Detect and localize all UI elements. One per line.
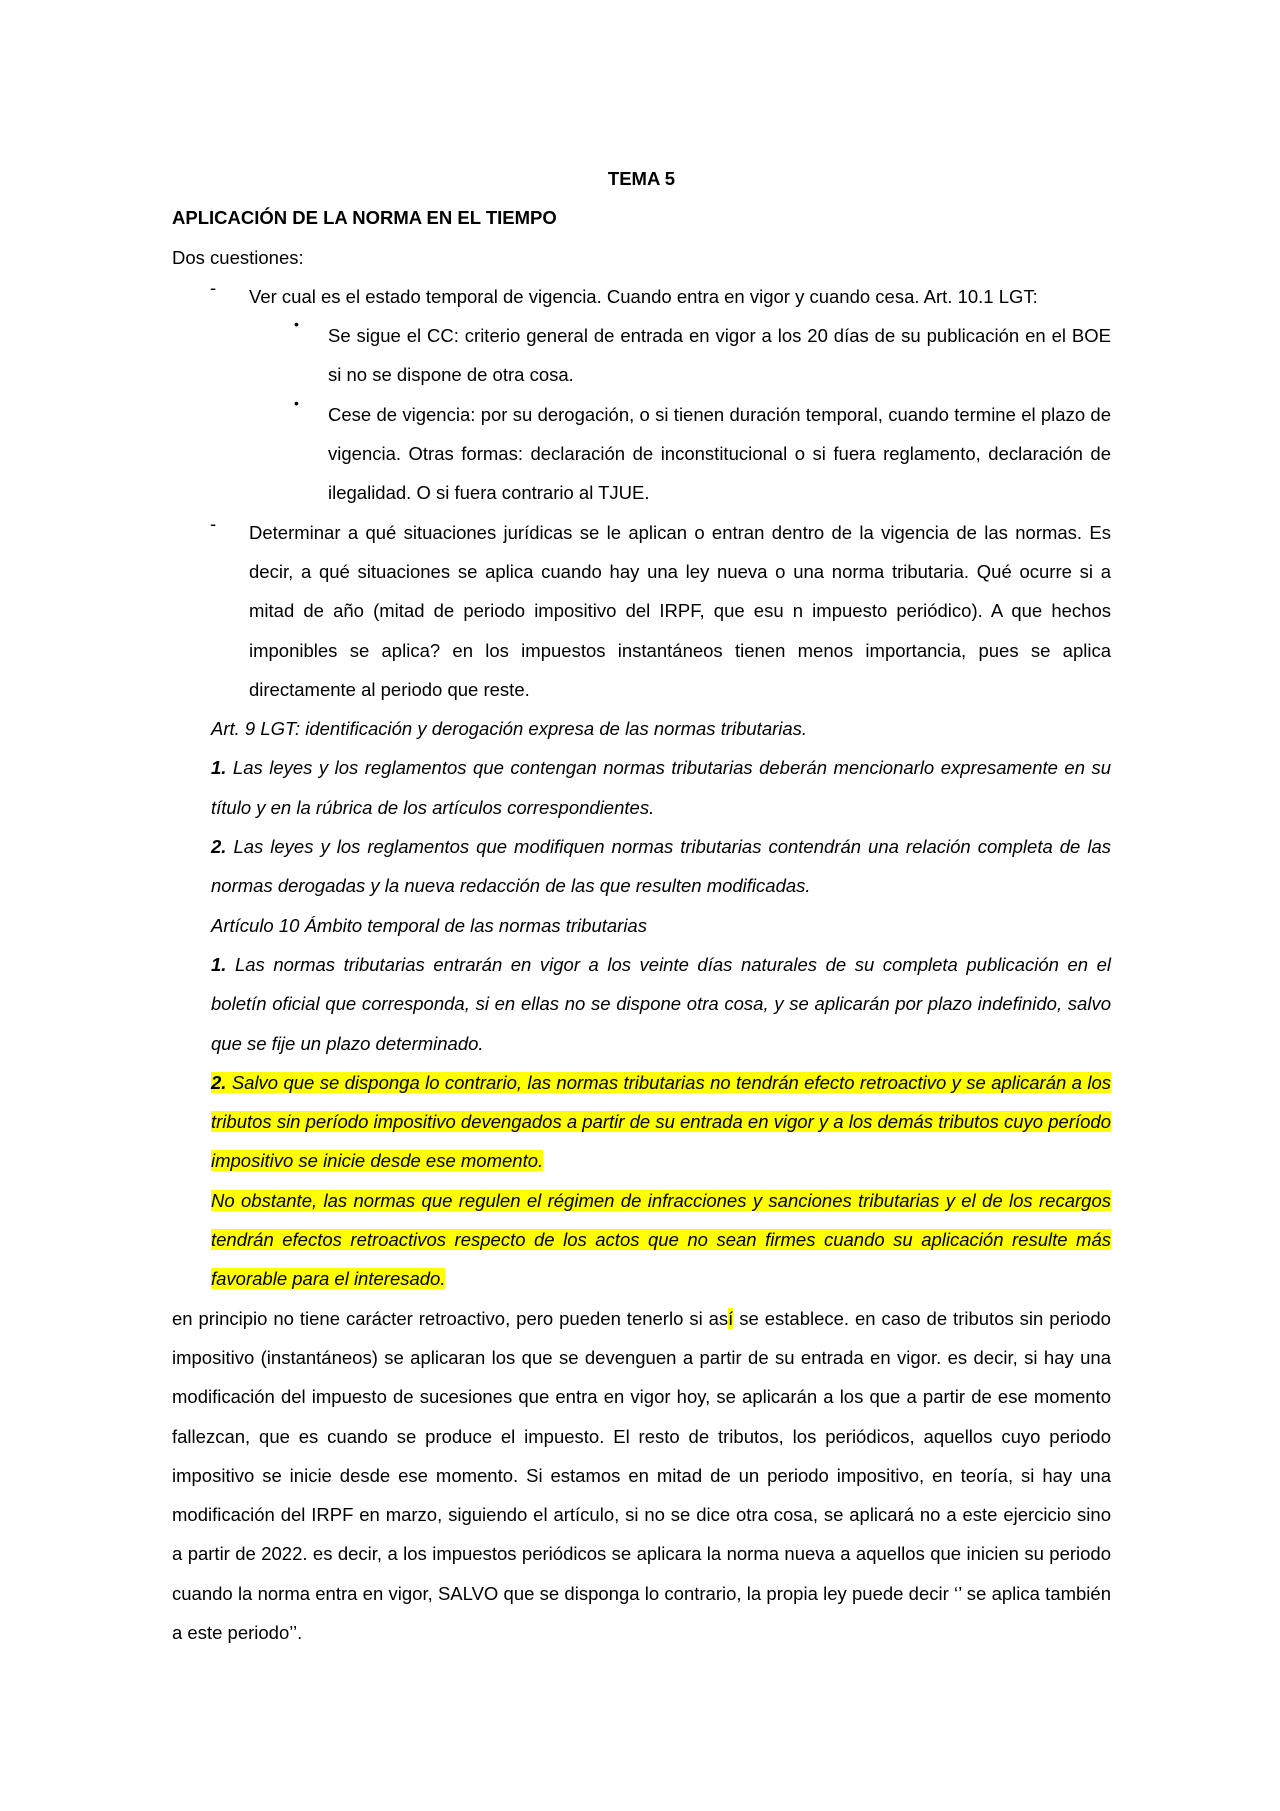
list-item-text: Ver cual es el estado temporal de vigencia. Cuando entra en vigor y cuando cesa. Art. 10.1 LGT: [249,285,1038,307]
bullet-marker: • [294,316,299,333]
article-10-paragraph-2-highlighted: 2. Salvo que se disponga lo contrario, las normas tributarias no tendrán efecto retroactivo y se aplicarán a los tributos sin período impositivo devengados a partir de su entrada en vigor y a los demás tributos cuyo período impositivo se inicie desde ese momento. [211,1071,1111,1172]
article-9-paragraph-1: 1. Las leyes y los reglamentos que contengan normas tributarias deberán mencionarlo expresamente en su título y en la rúbrica de los artículos correspondientes. [211,757,1111,818]
bullet-text: Se sigue el CC: criterio general de entrada en vigor a los 20 días de su publicación en el BOE si no se dispone de otra cosa. [328,325,1111,386]
section-heading: APLICACIÓN DE LA NORMA EN EL TIEMPO [172,207,557,229]
dash-marker: - [210,276,217,298]
article-10-paragraph-1: 1. Las normas tributarias entrarán en vigor a los veinte días naturales de su completa publicación en el boletín oficial que corresponda, si en ellas no se dispone otra cosa, y se aplicarán por plazo indefinido, salvo que se fije un plazo determinado. [211,953,1111,1054]
closing-paragraph: en principio no tiene carácter retroactivo, pero pueden tenerlo si así se establece. en caso de tributos sin periodo impositivo (instantáneos) se aplicaran los que se devenguen a partir de su entrada en vigor. es decir, si hay una modificación del impuesto de sucesiones que entra en vigor hoy, se aplicarán a los que a partir de ese momento fallezcan, que es cuando se produce el impuesto. El resto de tributos, los periódicos, aquellos cuyo periodo impositivo se inicie desde ese momento. Si estamos en mitad de un periodo impositivo, en teoría, si hay una modificación del IRPF en marzo, siguiendo el artículo, si no se dice otra cosa, se aplicará no a este ejercicio sino a partir de 2022. es decir, a los impuestos periódicos se aplicara la norma nueva a aquellos que inicien su periodo cuando la norma entra en vigor, SALVO que se disponga lo contrario, la propia ley puede decir ‘’ se aplica también a este periodo’’. [172,1307,1111,1643]
document-body [172,159,1111,1652]
bullet-item-cese [294,394,1111,513]
list-item-situaciones [210,512,1111,709]
dash-marker: - [210,512,217,534]
article-9-heading: Art. 9 LGT: identificación y derogación expresa de las normas tributarias. [211,718,808,740]
article-9-block [211,709,1111,905]
list-item-vigencia [210,276,1111,316]
intro-text: Dos cuestiones: [172,246,304,268]
bullet-marker: • [294,394,299,411]
list-item-text: Determinar a qué situaciones jurídicas se le aplican o entran dentro de la vigencia de las normas. Es decir, a qué situaciones se aplica cuando hay una ley nueva o una norma tributaria. Qué ocurre si a mitad de año (mitad de periodo impositivo del IRPF, que esu n impuesto periódico). A que hechos imponibles se aplica? en los impuestos instantáneos tienen menos importancia, pues se aplica directamente al periodo que reste. [249,521,1111,700]
document-title: TEMA 5 [607,168,676,189]
article-10-block [211,906,1111,1299]
highlighted-character: í [728,1307,734,1329]
article-10-heading: Artículo 10 Ámbito temporal de las normas tributarias [211,914,647,936]
bullet-text: Cese de vigencia: por su derogación, o si tienen duración temporal, cuando termine el plazo de vigencia. Otras formas: declaración de inconstitucional o si fuera reglamento, declaración de ilegalidad. O si fuera contrario al TJUE. [328,403,1111,504]
bullet-item-entrada [294,316,1111,395]
article-9-paragraph-2: 2. Las leyes y los reglamentos que modifiquen normas tributarias contendrán una relación completa de las normas derogadas y la nueva redacción de las que resulten modificadas. [211,836,1111,897]
article-10-paragraph-3-highlighted: No obstante, las normas que regulen el régimen de infracciones y sanciones tributarias y el de los recargos tendrán efectos retroactivos respecto de los actos que no sean firmes cuando su aplicación resulte más favorable para el interesado. [211,1189,1111,1290]
